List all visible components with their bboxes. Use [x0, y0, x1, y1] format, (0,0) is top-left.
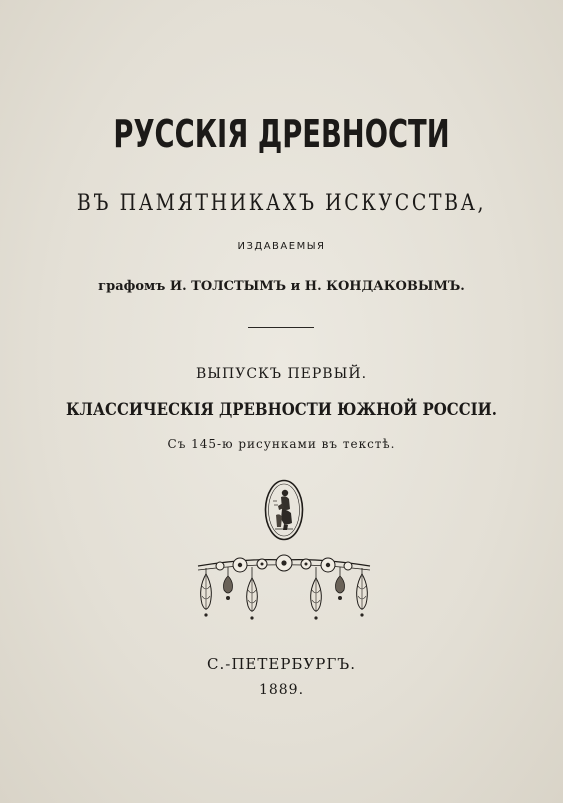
main-title: РУССКІЯ ДРЕВНОСТИ — [113, 112, 450, 156]
figures-note: Съ 145-ю рисунками въ текстѣ. — [167, 437, 396, 451]
section-title: КЛАССИЧЕСКІЯ ДРЕВНОСТИ ЮЖНОЙ РОССІИ. — [66, 400, 497, 420]
published-by-label: ИЗДАВАЕМЫЯ — [237, 241, 326, 252]
authors-line: графомъ И. ТОЛСТЫМЪ и Н. КОНДАКОВЫМЪ. — [98, 279, 465, 294]
subtitle: ВЪ ПАМЯТНИКАХЪ ИСКУССТВА, — [76, 191, 487, 216]
publication-city: С.-ПЕТЕРБУРГЪ. — [207, 655, 356, 673]
publication-year: 1889. — [258, 682, 305, 698]
issue-label: ВЫПУСКЪ ПЕРВЫЙ. — [195, 366, 368, 382]
divider-rule — [248, 327, 314, 328]
engraved-gem-illustration — [264, 479, 304, 541]
necklace-illustration — [188, 552, 380, 624]
